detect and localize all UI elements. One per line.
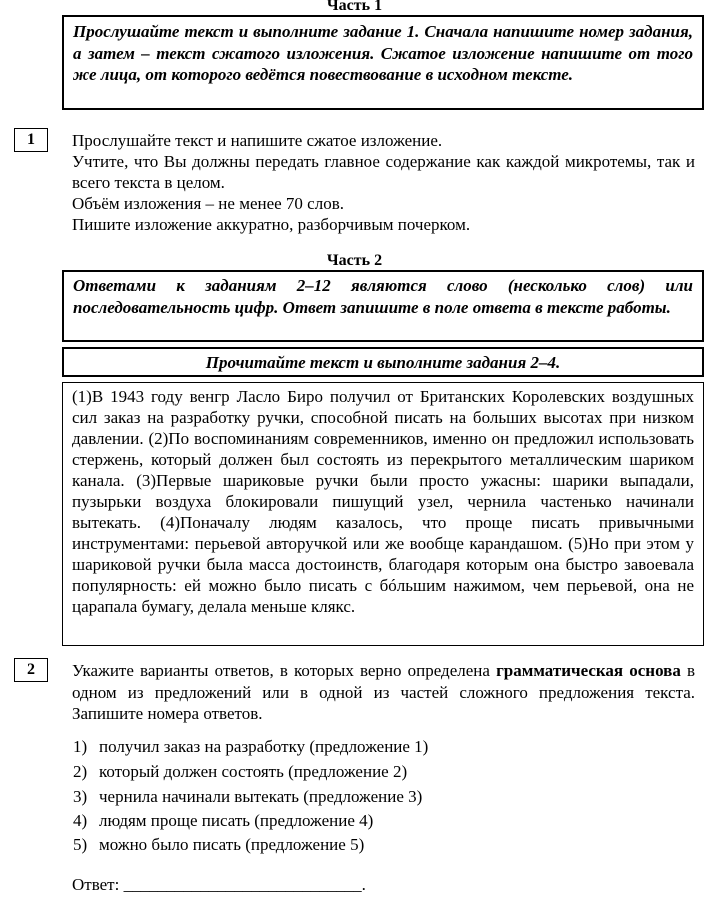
option-text: можно было писать (предложение 5): [99, 835, 365, 854]
answer-field[interactable]: ____________________________.: [123, 875, 366, 894]
task2-prompt-end: в одном из предложений или в одной из частей сложного предложения текста. Запишите номера ответов.: [72, 661, 695, 723]
option-number: 2): [73, 762, 88, 781]
option-2: [73, 761, 407, 782]
part2-instruction: Ответами к заданиям 2–12 являются слово (несколько слов) или последовательность цифр. Ответ запишите в поле ответа в тексте работы.: [62, 270, 704, 342]
part2-title: Часть 2: [326, 252, 383, 269]
option-4: [73, 810, 373, 831]
option-text: который должен состоять (предложение 2): [99, 762, 408, 781]
option-number: 3): [73, 787, 88, 806]
task2-prompt-start: Укажите варианты ответов, в которых верно определена: [72, 661, 497, 680]
option-number: 1): [73, 737, 88, 756]
task2-prompt: [72, 660, 695, 725]
task1-line1: Прослушайте текст и напишите сжатое изложение.: [72, 131, 443, 150]
option-5: [73, 834, 364, 855]
task1-number: 1: [14, 128, 48, 152]
option-1: [73, 736, 428, 757]
reading-text: (1)В 1943 году венгр Ласло Биро получил от Британских Королевских воздушных сил заказ на разработку ручки, способной писать на больших высотах при низком давлении. (2)По воспоминаниям современников, именно он предложил использовать стержень, который должен был состоять из перекрытого металлическим шариком канала. (3)Первые шариковые ручки были просто ужасны: шарики выпадали, пузырьки воздуха блокировали пишущий узел, чернила частенько начинали вытекать. (4)Поначалу людям казалось, что проще писать привычными инструментами: перьевой авторучкой или же вообще карандашом. (5)Но при этом у шариковой ручки была масса достоинств, благодаря которым она быстро завоевала популярность: ей можно было писать с бóльшим нажимом, чем перьевой, она не царапала бумагу, делала меньше клякс.: [62, 382, 704, 646]
task2-number: 2: [14, 658, 48, 682]
option-text: чернила начинали вытекать (предложение 3): [99, 787, 423, 806]
option-number: 4): [73, 811, 88, 830]
task1-line3: Объём изложения – не менее 70 слов.: [72, 194, 344, 213]
option-number: 5): [73, 835, 88, 854]
read-header: Прочитайте текст и выполните задания 2–4.: [62, 347, 704, 377]
part1-title: Часть 1: [326, 0, 383, 14]
part1-instruction: Прослушайте текст и выполните задание 1. Сначала напишите номер задания, а затем – текст сжатого изложения. Сжатое изложение напишите от того же лица, от которого ведётся повествование в исходном тексте.: [62, 15, 704, 110]
option-3: [73, 786, 422, 807]
task1-line2: Учтите, что Вы должны передать главное содержание как каждой микротемы, так и всего текста в целом.: [72, 152, 695, 192]
answer-label: Ответ:: [72, 875, 120, 894]
option-text: получил заказ на разработку (предложение 1): [99, 737, 429, 756]
answer-row: [72, 874, 366, 895]
task2-prompt-bold: грамматическая основа: [496, 661, 681, 680]
option-text: людям проще писать (предложение 4): [99, 811, 374, 830]
task1-line4: Пишите изложение аккуратно, разборчивым почерком.: [72, 215, 471, 234]
